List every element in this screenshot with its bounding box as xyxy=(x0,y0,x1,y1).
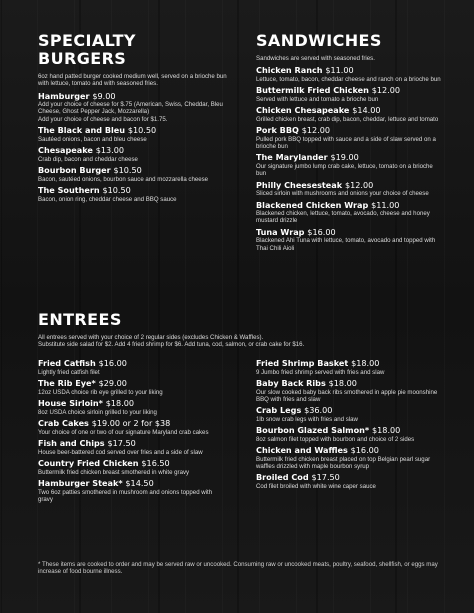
item-description: Cod filet broiled with white wine caper sauce xyxy=(256,482,376,490)
item-name: Blackened Chicken Wrap xyxy=(256,199,369,210)
menu-item-name xyxy=(256,379,444,389)
item-description: Two 6oz patties smothered in mushroom and onions topped with gravy xyxy=(38,488,213,503)
menu-item xyxy=(38,419,228,436)
item-price: $16.00 xyxy=(307,226,336,237)
item-price: $18.00 xyxy=(105,397,135,408)
item-price: $36.00 xyxy=(304,405,333,416)
item-description: Sautéed onions, bacon and bleu cheese xyxy=(38,135,147,143)
item-price: $19.00 or 2 for $38 xyxy=(91,417,171,428)
menu-item xyxy=(38,359,228,376)
item-price: $18.00 xyxy=(351,358,380,368)
item-description: 1lb snow crab legs with fries and slaw xyxy=(256,415,358,423)
item-name: House Sirloin* xyxy=(38,397,103,408)
item-description: Lightly fried catfish filet xyxy=(38,368,100,376)
menu-item xyxy=(38,399,228,416)
item-name: Fried Shrimp Basket xyxy=(256,358,349,368)
item-name: Hamburger Steak* xyxy=(38,477,123,488)
menu-item-name xyxy=(256,359,444,369)
menu-item xyxy=(256,379,444,403)
item-price: $10.50 xyxy=(127,124,157,135)
item-name: Fish and Chips xyxy=(38,437,105,448)
item-name: Broiled Cod xyxy=(256,472,309,483)
menu-item xyxy=(256,86,444,103)
menu-item xyxy=(256,426,444,443)
menu-item-name xyxy=(38,126,228,136)
menu-item-name xyxy=(256,106,444,116)
entrees-left-column xyxy=(38,359,228,506)
menu-item xyxy=(38,126,228,143)
item-description: 12oz USDA choice rib eye grilled to your liking xyxy=(38,388,163,396)
item-name: Fried Catfish xyxy=(38,358,96,368)
item-name: Crab Legs xyxy=(256,405,302,416)
sandwiches-section xyxy=(256,32,444,255)
menu-item-name xyxy=(256,153,444,163)
menu-item-name xyxy=(38,459,228,469)
menu-item xyxy=(38,186,228,203)
item-name: Country Fried Chicken xyxy=(38,457,139,468)
item-description: Served with lettuce and tomato a brioche bun xyxy=(256,95,379,103)
menu-item xyxy=(256,201,444,225)
item-description: Crab dip, bacon and cheddar cheese xyxy=(38,155,138,163)
menu-item-name xyxy=(38,166,228,176)
section-intro: All entrees served with your choice of 2 regular sides (excludes Chicken & Waffles). Substitute side salad for $2. Add 4 fried shrimp for $6. Add tuna, cod, salmon, or crab cake for $16. xyxy=(38,334,305,349)
section-title: SPECIALTY BURGERS xyxy=(38,31,136,68)
section-intro: Sandwiches are served with seasoned fries. xyxy=(256,55,375,62)
item-description: 9 Jumbo fried shrimp served with fries and slaw xyxy=(256,368,385,376)
menu-item-name xyxy=(38,419,228,429)
menu-item xyxy=(38,479,228,503)
item-description: Lettuce, tomato, bacon, cheddar cheese and ranch on a brioche bun xyxy=(256,75,441,83)
specialty-burgers-section xyxy=(38,32,228,206)
item-price: $17.50 xyxy=(107,437,136,448)
item-price: $13.00 xyxy=(95,144,125,155)
menu-item-name xyxy=(256,86,444,96)
menu-item xyxy=(256,406,444,423)
menu-item xyxy=(256,126,444,150)
menu-item xyxy=(256,106,444,123)
menu-item-name xyxy=(256,446,444,456)
item-price: $12.00 xyxy=(344,179,374,190)
item-name: Philly Cheesesteak xyxy=(256,179,343,190)
item-price: $12.00 xyxy=(371,85,401,96)
menu-item xyxy=(256,473,444,490)
menu-item xyxy=(38,459,228,476)
item-name: Tuna Wrap xyxy=(256,226,305,237)
item-name: Crab Cakes xyxy=(38,417,89,428)
item-name: Chicken Ranch xyxy=(256,65,323,76)
item-name: Chesapeake xyxy=(38,144,93,155)
item-price: $11.00 xyxy=(371,199,400,210)
menu-item xyxy=(38,146,228,163)
item-name: Bourbon Glazed Salmon* xyxy=(256,425,370,436)
item-description: House beer-battered cod served over fries and a side of slaw xyxy=(38,448,203,456)
item-price: $12.00 xyxy=(301,125,331,136)
item-name: Hamburger xyxy=(38,90,90,101)
menu-item xyxy=(256,228,444,252)
menu-item-name xyxy=(256,406,444,416)
menu-item-name xyxy=(38,379,228,389)
item-price: $18.00 xyxy=(372,425,401,436)
item-name: Chicken Chesapeake xyxy=(256,105,350,116)
item-name: The Black and Bleu xyxy=(38,124,126,135)
menu-item xyxy=(256,446,444,470)
item-price: $16.50 xyxy=(141,457,170,468)
menu-item xyxy=(256,181,444,198)
menu-item-name xyxy=(38,146,228,156)
item-price: $19.00 xyxy=(330,152,359,163)
menu-item-name xyxy=(38,92,228,102)
item-name: Buttermilk Fried Chicken xyxy=(256,85,369,96)
item-price: $29.00 xyxy=(98,377,127,388)
item-description: Add your choice of cheese for $.75 (American, Swiss, Cheddar, Bleu Cheese, Ghost Pepper Jack, Mozzarella) Add your choice of cheese and bacon for $1.75. xyxy=(38,101,223,123)
item-price: $10.50 xyxy=(102,184,131,195)
menu-item xyxy=(256,359,444,376)
item-description: Grilled chicken breast, crab dip, bacon, cheddar, lettuce and tomato xyxy=(256,115,439,123)
entrees-section xyxy=(38,311,444,353)
item-description: 8oz USDA choice sirloin grilled to your liking xyxy=(38,408,157,416)
item-price: $14.00 xyxy=(352,105,381,116)
menu-list xyxy=(256,66,444,252)
menu-item xyxy=(38,166,228,183)
item-name: Pork BBQ xyxy=(256,125,299,136)
menu-item-name xyxy=(256,66,444,76)
menu-item xyxy=(256,153,444,177)
menu-item-name xyxy=(38,399,228,409)
item-description: Our signature jumbo lump crab cake, lettuce, tomato on a brioche bun xyxy=(256,163,433,178)
item-price: $17.50 xyxy=(311,472,340,483)
item-price: $16.00 xyxy=(98,358,127,368)
footnote: * These items are cooked to order and may be served raw or uncooked. Consuming raw or uncooked meats, poultry, seafood, shellfish, or eggs may increase of food bourne illness. xyxy=(38,561,438,576)
menu-list xyxy=(38,359,228,503)
item-description: 8oz salmon filet topped with bourbon and choice of 2 sides xyxy=(256,435,415,443)
item-description: Blackened Ahi Tuna with lettuce, tomato, avocado and topped with Thai Chili Aioli xyxy=(256,237,436,252)
menu-item xyxy=(38,439,228,456)
menu-item xyxy=(256,66,444,83)
item-description: Your choice of one or two of our signature Maryland crab cakes xyxy=(38,428,209,436)
menu-item xyxy=(38,92,228,123)
section-title: SANDWICHES xyxy=(256,31,382,50)
item-description: Our slow cooked baby back ribs smothered in apple pie moonshine BBQ with fries and slaw xyxy=(256,388,438,403)
item-name: The Marylander xyxy=(256,152,328,163)
section-intro: 6oz hand patted burger cooked medium well, served on a brioche bun with lettuce, tomato and with seasoned fries. xyxy=(38,73,227,88)
menu-item-name xyxy=(256,473,444,483)
item-description: Bacon, onion ring, cheddar cheese and BBQ sauce xyxy=(38,195,177,203)
menu-item xyxy=(38,379,228,396)
item-price: $18.00 xyxy=(328,377,357,388)
entrees-right-column xyxy=(256,359,444,493)
item-price: $16.00 xyxy=(350,445,379,456)
item-name: Chicken and Waffles xyxy=(256,445,348,456)
menu-item-name xyxy=(38,439,228,449)
menu-list xyxy=(38,92,228,203)
item-name: Baby Back Ribs xyxy=(256,377,326,388)
menu-item-name xyxy=(38,359,228,369)
item-price: $14.50 xyxy=(125,477,154,488)
item-description: Sliced sirloin with mushrooms and onions your choice of cheese xyxy=(256,190,429,198)
item-name: Bourbon Burger xyxy=(38,164,111,175)
item-price: $9.00 xyxy=(92,90,116,101)
menu-item-name xyxy=(256,201,444,211)
menu-item-name xyxy=(256,181,444,191)
item-name: The Rib Eye* xyxy=(38,377,96,388)
item-name: The Southern xyxy=(38,184,100,195)
item-description: Buttermilk fried chicken breast smothered in white gravy xyxy=(38,468,190,476)
section-title: ENTREES xyxy=(38,310,122,329)
item-price: $10.50 xyxy=(113,164,142,175)
menu-item-name xyxy=(256,126,444,136)
menu-item-name xyxy=(38,479,228,489)
menu-item-name xyxy=(38,186,228,196)
item-description: Bacon, sautéed onions, bourbon sauce and mozzarella cheese xyxy=(38,175,209,183)
item-price: $11.00 xyxy=(325,65,354,76)
item-description: Pulled pork BBQ topped with sauce and a side of slaw served on a brioche bun xyxy=(256,135,436,151)
menu-item-name xyxy=(256,426,444,436)
item-description: Blackened chicken, lettuce, tomato, avocado, cheese and honey mustard drizzle xyxy=(256,210,430,225)
menu-item-name xyxy=(256,228,444,238)
item-description: Buttermilk fried chicken breast placed on top Belgian pearl sugar waffles drizzled with maple bourbon syrup xyxy=(256,455,431,470)
menu-list xyxy=(256,359,444,490)
